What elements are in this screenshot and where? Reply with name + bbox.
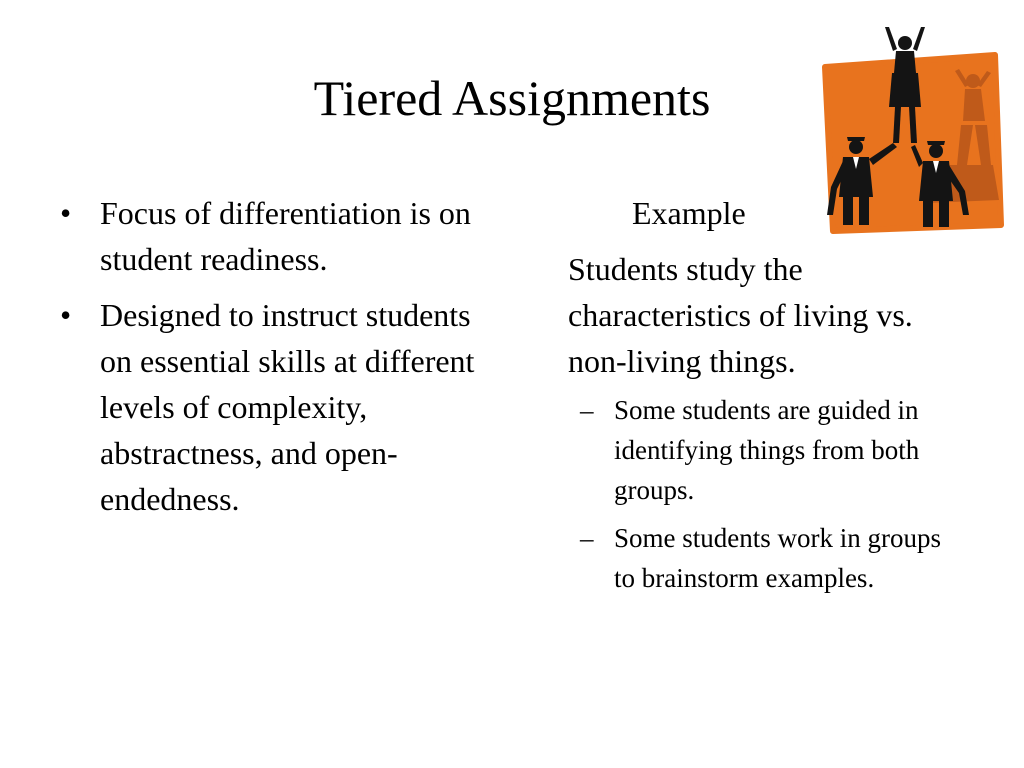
example-heading: Example (632, 195, 746, 231)
dash-marker: – (580, 395, 594, 425)
slide-title: Tiered Assignments (313, 70, 711, 126)
example-body: Students study the characteristics of living vs. non-living things. (568, 251, 913, 379)
bullet-list (60, 190, 490, 522)
sub-bullet-list (568, 390, 968, 598)
bullet-text: Designed to instruct students on essential skills at different levels of complexity, abstractness, and open-endedness. (100, 297, 475, 517)
bullet-marker: • (60, 297, 72, 333)
sub-bullet-text: Some students work in groups to brainstorm examples. (614, 523, 941, 593)
sub-bullet-text: Some students are guided in identifying things from both groups. (614, 395, 920, 505)
bullet-marker: • (60, 195, 72, 231)
dash-marker: – (580, 523, 594, 553)
sub-bullet-item (580, 518, 968, 598)
left-column (60, 190, 490, 532)
bullet-text: Focus of differentiation is on student readiness. (100, 195, 471, 277)
teamwork-pyramid-icon (815, 25, 1005, 235)
sub-bullet-item (580, 390, 968, 510)
bullet-item (60, 190, 490, 282)
bullet-item (60, 292, 490, 522)
right-column (568, 190, 968, 606)
